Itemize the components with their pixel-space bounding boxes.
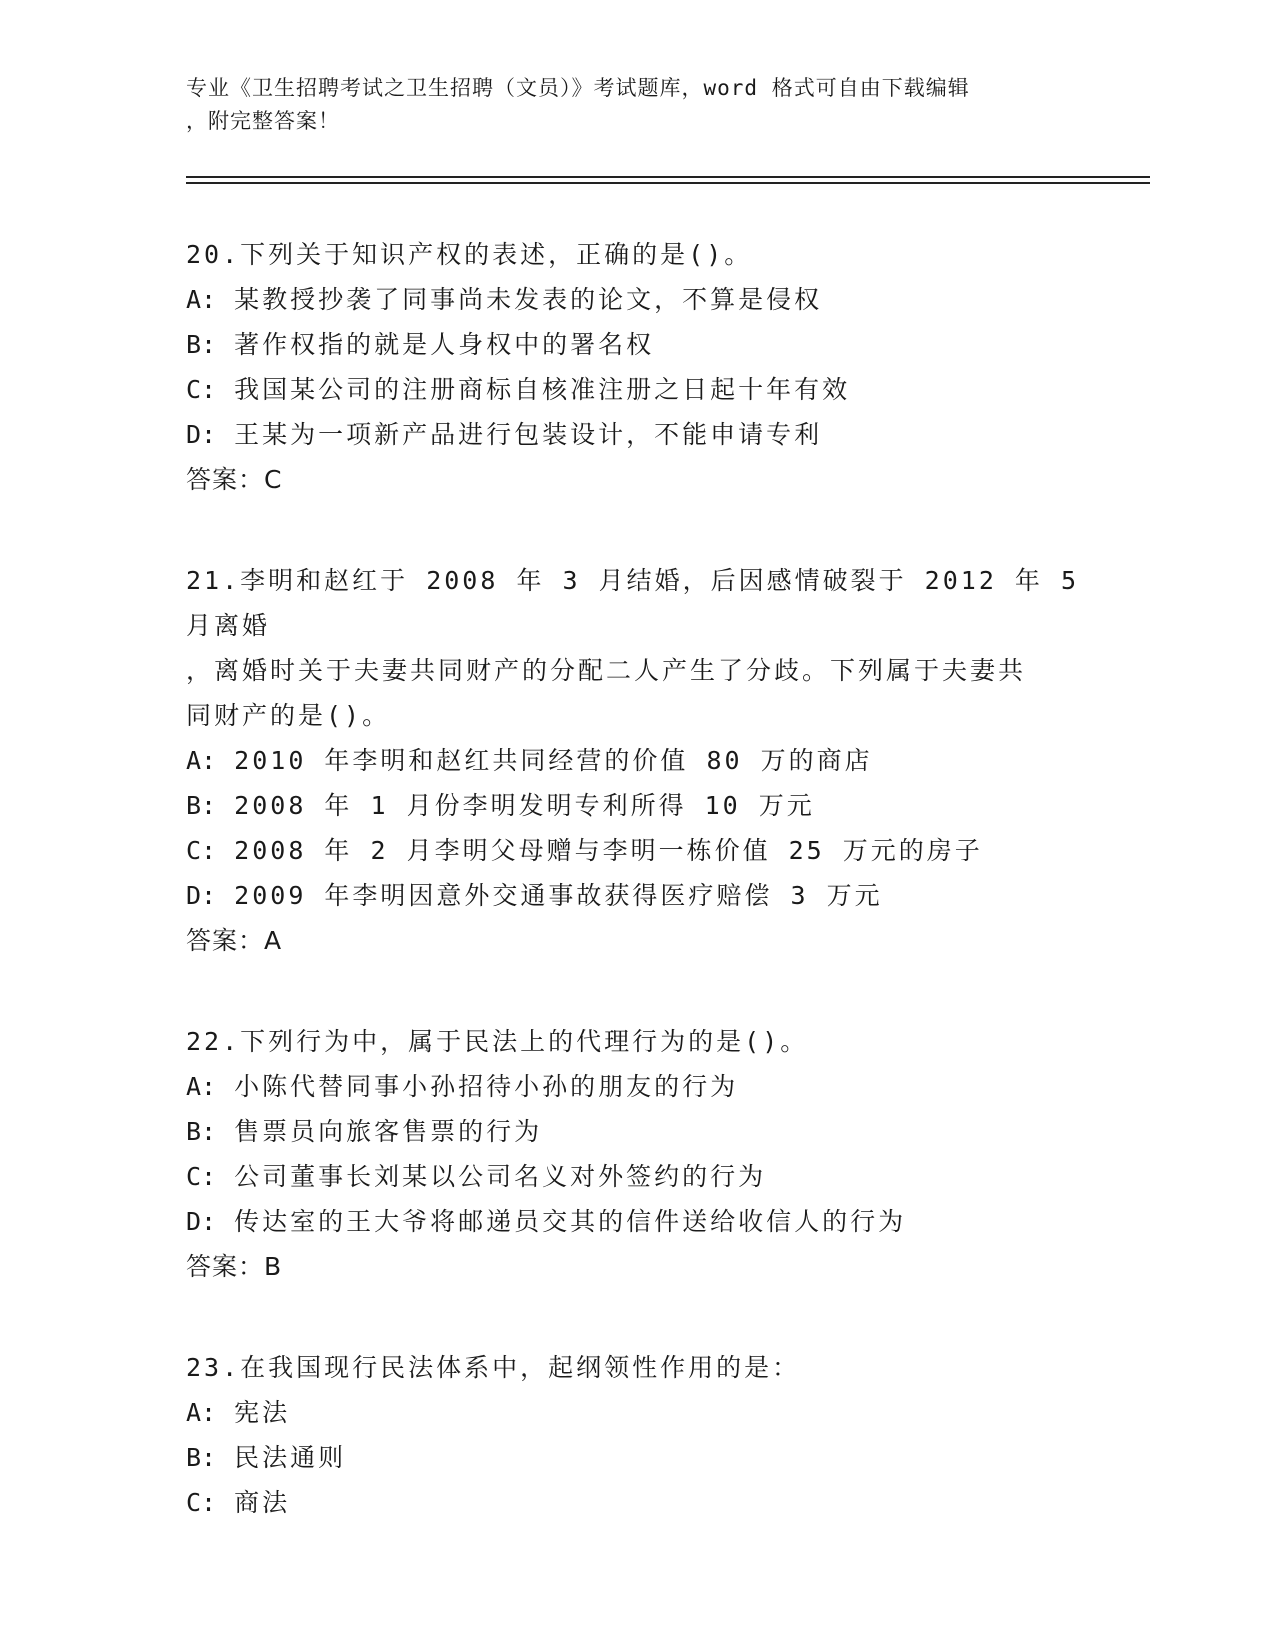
option-text: 王某为一项新产品进行包装设计，不能申请专利 (234, 420, 823, 449)
option-letter: A: (186, 1398, 217, 1427)
header-line-1: 专业《卫生招聘考试之卫生招聘（文员）》考试题库，word 格式可自由下载编辑 (186, 76, 970, 100)
option-letter: D: (186, 420, 217, 449)
answer-label: 答案：A (186, 926, 283, 955)
option-c (186, 828, 1086, 873)
option-text: 传达室的王大爷将邮递员交其的信件送给收信人的行为 (234, 1207, 907, 1236)
option-text: 宪法 (234, 1398, 291, 1427)
option-text: 2008 年 2 月李明父母赠与李明一栋价值 25 万元的房子 (234, 836, 983, 865)
option-d (186, 412, 1086, 457)
option-a (186, 1390, 1086, 1435)
option-letter: D: (186, 1207, 217, 1236)
option-text: 售票员向旅客售票的行为 (234, 1117, 543, 1146)
header-line-2: ，附完整答案！ (186, 109, 340, 133)
option-b (186, 322, 1086, 367)
option-letter: B: (186, 1117, 217, 1146)
answer-label: 答案：B (186, 1252, 283, 1281)
option-b (186, 1109, 1086, 1154)
question-stem: 20.下列关于知识产权的表述，正确的是()。 (186, 240, 753, 269)
option-letter: A: (186, 1072, 217, 1101)
option-text: 著作权指的就是人身权中的署名权 (234, 330, 655, 359)
option-text: 小陈代替同事小孙招待小孙的朋友的行为 (234, 1072, 739, 1101)
header-rule-top (186, 176, 1150, 178)
option-letter: C: (186, 836, 217, 865)
header-rule-bottom (186, 182, 1150, 184)
question-stem-line-3: 同财产的是()。 (186, 701, 391, 730)
question-stem-line-2: ，离婚时关于夫妻共同财产的分配二人产生了分歧。下列属于夫妻共 (186, 656, 1027, 685)
question-stem-line-1: 21.李明和赵红于 2008 年 3 月结婚，后因感情破裂于 2012 年 5 月离婚 (186, 566, 1080, 640)
option-c (186, 367, 1086, 412)
option-text: 民法通则 (234, 1443, 347, 1472)
option-letter: B: (186, 1443, 217, 1472)
option-a (186, 277, 1086, 322)
option-letter: D: (186, 881, 217, 910)
option-text: 公司董事长刘某以公司名义对外签约的行为 (234, 1162, 767, 1191)
answer-label: 答案：C (186, 465, 283, 494)
question-list (186, 232, 1086, 1581)
option-letter: B: (186, 330, 217, 359)
option-letter: C: (186, 375, 217, 404)
document-header (186, 72, 1066, 138)
option-a (186, 1064, 1086, 1109)
option-letter: A: (186, 746, 217, 775)
option-letter: C: (186, 1488, 217, 1517)
option-text: 商法 (234, 1488, 291, 1517)
option-b (186, 1435, 1086, 1480)
question-22 (186, 1019, 1086, 1289)
question-23 (186, 1345, 1086, 1525)
option-c (186, 1480, 1086, 1525)
option-letter: A: (186, 285, 217, 314)
option-text: 2010 年李明和赵红共同经营的价值 80 万的商店 (234, 746, 873, 775)
option-letter: C: (186, 1162, 217, 1191)
question-stem: 22.下列行为中，属于民法上的代理行为的是()。 (186, 1027, 809, 1056)
option-text: 2009 年李明因意外交通事故获得医疗赔偿 3 万元 (234, 881, 883, 910)
option-text: 2008 年 1 月份李明发明专利所得 10 万元 (234, 791, 815, 820)
option-text: 我国某公司的注册商标自核准注册之日起十年有效 (234, 375, 851, 404)
option-c (186, 1154, 1086, 1199)
option-b (186, 783, 1086, 828)
option-text: 某教授抄袭了同事尚未发表的论文，不算是侵权 (234, 285, 823, 314)
option-d (186, 1199, 1086, 1244)
question-20 (186, 232, 1086, 502)
option-d (186, 873, 1086, 918)
option-letter: B: (186, 791, 217, 820)
question-stem: 23.在我国现行民法体系中，起纲领性作用的是： (186, 1353, 801, 1382)
option-a (186, 738, 1086, 783)
question-21 (186, 558, 1086, 963)
